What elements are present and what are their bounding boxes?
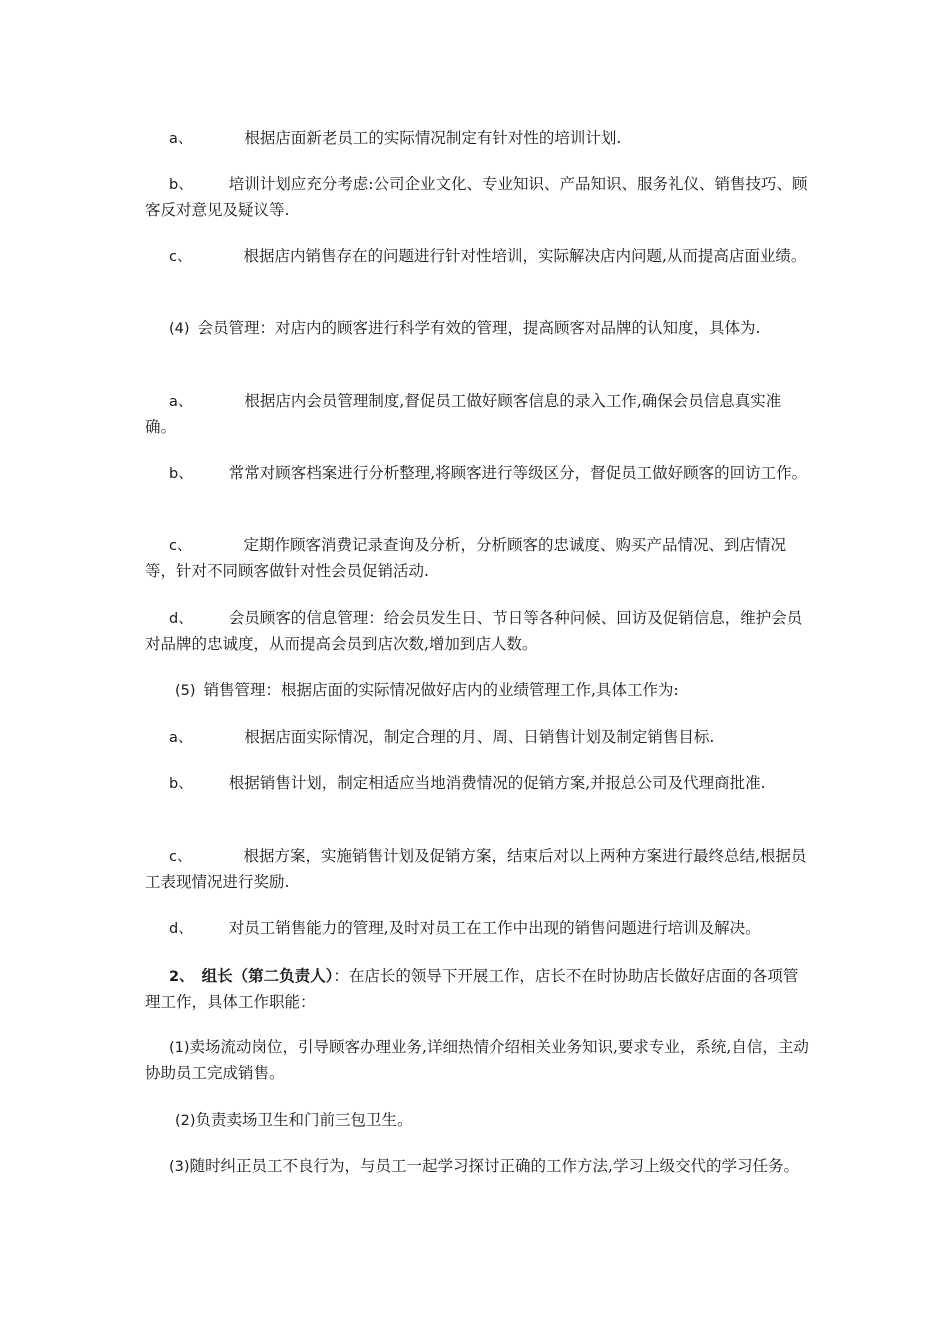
paragraph-text: 常常对顾客档案进行分析整理,将顾客进行等级区分，督促员工做好顾客的回访工作。 [228, 464, 808, 482]
paragraph-text: ：在店长的领导下开展工作，店长不在时协助店长做好店面的各项管理工作，具体工作职能： [145, 967, 799, 1011]
list-marker: (3) [169, 1159, 190, 1175]
list-marker: b、 [169, 776, 193, 792]
paragraph-text: 定期作顾客消费记录查询及分析，分析顾客的忠诚度、购买产品情况、到店情况等，针对不同顾客做针对性会员促销活动. [145, 536, 786, 580]
section-heading: 组长（第二负责人） [201, 966, 334, 985]
list-marker: d、 [169, 611, 193, 627]
paragraph-text: 会员顾客的信息管理：给会员发生日、节日等各种问候、回访及促销信息，维护会员对品牌的忠诚度，从而提高会员到店次数,增加到店人数。 [145, 609, 803, 653]
paragraph-4-member-management [145, 316, 810, 342]
paragraph-text: 卖场流动岗位，引导顾客办理业务,详细热情介绍相关业务知识,要求专业，系统,自信，主动协助员工完成销售。 [145, 1038, 809, 1082]
list-marker: (5) [175, 683, 196, 699]
list-marker: (2) [175, 1113, 196, 1129]
paragraph-d-sales-ability [145, 916, 810, 942]
paragraph-a-training-plan [145, 126, 810, 152]
paragraph-d-member-info-management [145, 606, 810, 657]
paragraph-b-promotion-plan [145, 771, 810, 797]
paragraph-text: 培训计划应充分考虑:公司企业文化、专业知识、产品知识、服务礼仪、销售技巧、顾客反对意见及疑议等. [145, 175, 808, 219]
paragraph-b-customer-archive [145, 461, 810, 487]
list-marker: a、 [169, 394, 193, 410]
list-marker: c、 [169, 249, 192, 265]
paragraph-text: 根据店内会员管理制度,督促员工做好顾客信息的录入工作,确保会员信息真实准确。 [145, 392, 782, 436]
paragraph-text: 负责卖场卫生和门前三包卫生。 [195, 1111, 413, 1129]
paragraph-text: 根据店面实际情况，制定合理的月、周、日销售计划及制定销售目标. [244, 728, 715, 746]
paragraph-text: 销售管理：根据店面的实际情况做好店内的业绩管理工作,具体工作为: [203, 681, 679, 699]
paragraph-a-sales-plan [145, 725, 810, 751]
paragraph-c-implement-plan [145, 844, 810, 895]
list-marker: b、 [169, 466, 193, 482]
paragraph-b-training-content [145, 172, 810, 223]
list-marker: d、 [169, 921, 193, 937]
paragraph-text: 会员管理：对店内的顾客进行科学有效的管理，提高顾客对品牌的认知度，具体为. [197, 319, 761, 337]
paragraph-text: 对员工销售能力的管理,及时对员工在工作中出现的销售问题进行培训及解决。 [228, 919, 761, 937]
paragraph-2-hygiene [145, 1108, 810, 1134]
paragraph-1-floor-post [145, 1035, 810, 1086]
list-marker: (1) [169, 1040, 190, 1056]
paragraph-5-sales-management [145, 678, 810, 704]
list-marker: c、 [169, 538, 192, 554]
paragraph-text: 根据销售计划，制定相适应当地消费情况的促销方案,并报总公司及代理商批准. [228, 774, 766, 792]
paragraph-c-consumption-analysis [145, 533, 810, 584]
list-marker: (4) [169, 321, 190, 337]
list-marker: a、 [169, 131, 193, 147]
paragraph-text: 随时纠正员工不良行为，与员工一起学习探讨正确的工作方法,学习上级交代的学习任务。 [189, 1157, 799, 1175]
paragraph-text: 根据店内销售存在的问题进行针对性培训，实际解决店内问题,从而提高店面业绩。 [243, 247, 807, 265]
paragraph-text: 根据店面新老员工的实际情况制定有针对性的培训计划. [244, 129, 622, 147]
paragraph-3-correct-behavior [145, 1154, 810, 1180]
paragraph-c-targeted-training [145, 244, 810, 270]
paragraph-text: 根据方案，实施销售计划及促销方案，结束后对以上两种方案进行最终总结,根据员工表现情况进行奖励. [145, 847, 807, 891]
section-marker: 2、 [169, 969, 194, 985]
list-marker: c、 [169, 849, 192, 865]
list-marker: b、 [169, 177, 193, 193]
paragraph-2-team-leader [145, 963, 810, 1015]
list-marker: a、 [169, 730, 193, 746]
paragraph-a-member-info [145, 389, 810, 440]
